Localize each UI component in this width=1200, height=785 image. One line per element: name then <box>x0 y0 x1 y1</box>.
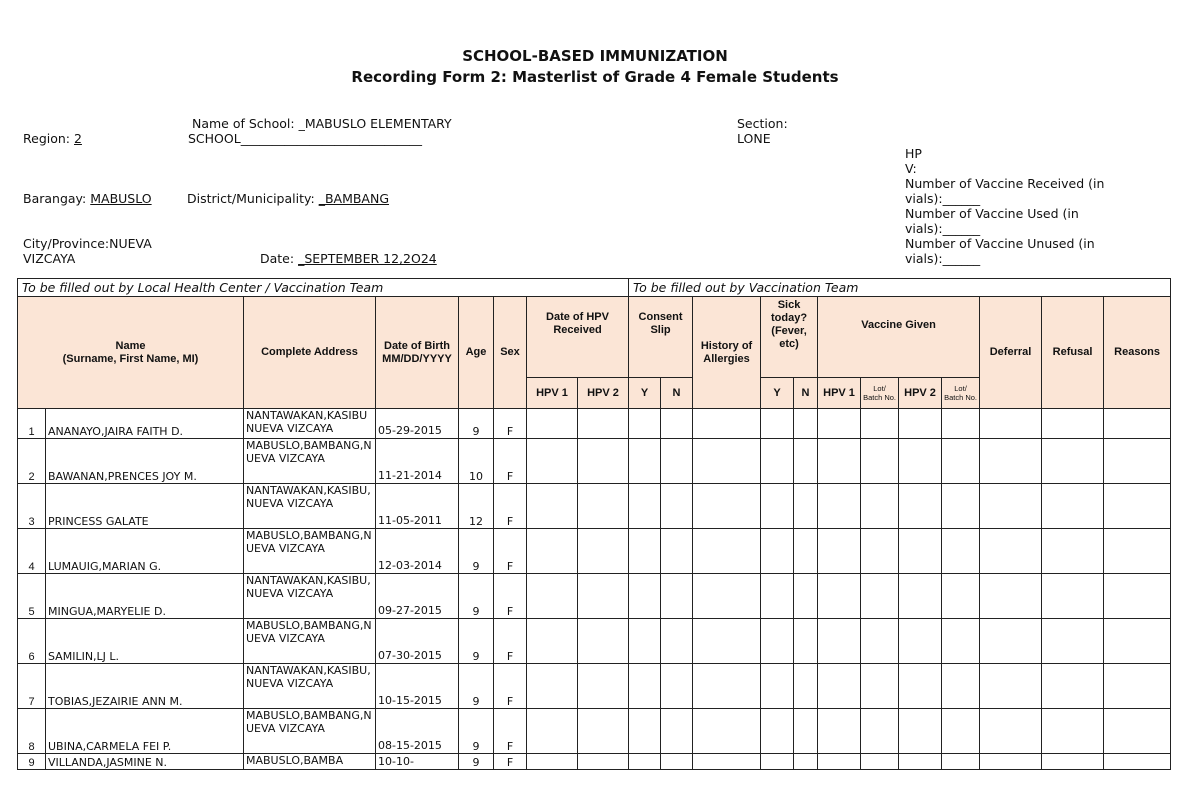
masterlist-table <box>17 278 1171 770</box>
hpv1-date-cell[interactable] <box>527 619 578 664</box>
reasons-cell[interactable] <box>1104 484 1171 529</box>
table-row <box>18 484 1171 529</box>
vaccine-used-line2: vials):______ <box>905 221 981 236</box>
vaccine-hpv1-cell[interactable] <box>818 529 861 574</box>
lot-batch-2-cell[interactable] <box>942 439 980 484</box>
row-number: 1 <box>18 409 46 439</box>
col-sex-header: Sex <box>494 297 527 409</box>
school-label: Name of School: <box>192 116 295 131</box>
deferral-cell[interactable] <box>980 664 1042 709</box>
hpv2-date-cell[interactable] <box>578 409 629 439</box>
student-age: 9 <box>459 619 494 664</box>
lot-batch-2-cell[interactable] <box>942 484 980 529</box>
row-number: 7 <box>18 664 46 709</box>
hpv1-date-cell[interactable] <box>527 484 578 529</box>
student-name: PRINCESS GALATE <box>46 484 244 529</box>
lot-batch-1-cell[interactable] <box>861 619 899 664</box>
table-row <box>18 754 1171 770</box>
student-name: LUMAUIG,MARIAN G. <box>46 529 244 574</box>
col-consent-header: Consent Slip <box>629 297 693 378</box>
col-dob-header <box>376 297 459 409</box>
consent-n-cell[interactable] <box>661 709 693 754</box>
student-sex: F <box>494 574 527 619</box>
allergies-cell[interactable] <box>693 664 761 709</box>
vaccine-hpv1-cell[interactable] <box>818 709 861 754</box>
consent-n-cell[interactable] <box>661 754 693 770</box>
deferral-cell[interactable] <box>980 409 1042 439</box>
vaccine-unused-line2: vials):______ <box>905 251 981 266</box>
region-value: 2 <box>74 131 82 146</box>
reasons-cell[interactable] <box>1104 709 1171 754</box>
refusal-cell[interactable] <box>1042 574 1104 619</box>
student-address: MABUSLO,BAMBANG,NUEVA VIZCAYA <box>244 709 376 754</box>
consent-y-cell[interactable] <box>629 439 661 484</box>
district-field <box>187 191 389 206</box>
row-number: 6 <box>18 619 46 664</box>
reasons-cell[interactable] <box>1104 529 1171 574</box>
region-label: Region: <box>23 131 71 146</box>
hpv1-date-cell[interactable] <box>527 754 578 770</box>
sub-sick-n: N <box>794 378 818 409</box>
hpv1-date-cell[interactable] <box>527 709 578 754</box>
student-address: NANTAWAKAN,KASIBU,NUEVA VIZCAYA <box>244 574 376 619</box>
student-age: 9 <box>459 529 494 574</box>
sick-n-cell[interactable] <box>794 709 818 754</box>
lot-batch-2-cell[interactable] <box>942 409 980 439</box>
col-vaccine-given-header: Vaccine Given <box>818 297 980 378</box>
vaccine-hpv1-cell[interactable] <box>818 664 861 709</box>
vaccine-hpv1-cell[interactable] <box>818 754 861 770</box>
consent-n-cell[interactable] <box>661 439 693 484</box>
student-age: 12 <box>459 484 494 529</box>
vaccine-hpv2-cell[interactable] <box>899 409 942 439</box>
form-title: SCHOOL-BASED IMMUNIZATION <box>462 47 728 65</box>
sick-n-cell[interactable] <box>794 619 818 664</box>
deferral-cell[interactable] <box>980 619 1042 664</box>
consent-n-cell[interactable] <box>661 664 693 709</box>
row-number: 4 <box>18 529 46 574</box>
student-sex: F <box>494 409 527 439</box>
deferral-cell[interactable] <box>980 439 1042 484</box>
sick-n-cell[interactable] <box>794 574 818 619</box>
row-number: 2 <box>18 439 46 484</box>
sick-y-cell[interactable] <box>761 574 794 619</box>
consent-n-cell[interactable] <box>661 574 693 619</box>
reasons-cell[interactable] <box>1104 409 1171 439</box>
student-dob: 09-27-2015 <box>376 574 459 619</box>
row-number: 8 <box>18 709 46 754</box>
vaccine-used-line1: Number of Vaccine Used (in <box>905 206 1079 221</box>
table-row <box>18 574 1171 619</box>
sick-n-cell[interactable] <box>794 439 818 484</box>
deferral-cell[interactable] <box>980 529 1042 574</box>
student-sex: F <box>494 619 527 664</box>
hpv2-date-cell[interactable] <box>578 484 629 529</box>
vaccine-hpv1-cell[interactable] <box>818 409 861 439</box>
sub-consent-y: Y <box>629 378 661 409</box>
sub-sick-y: Y <box>761 378 794 409</box>
col-dob-line1: Date of Birth <box>384 339 450 352</box>
student-name: ANANAYO,JAIRA FAITH D. <box>46 409 244 439</box>
table-body <box>18 409 1171 770</box>
student-address: NANTAWAKAN,KASIBU NUEVA VIZCAYA <box>244 409 376 439</box>
lot-batch-1-cell[interactable] <box>861 529 899 574</box>
consent-y-cell[interactable] <box>629 619 661 664</box>
refusal-cell[interactable] <box>1042 664 1104 709</box>
vaccine-hpv2-cell[interactable] <box>899 574 942 619</box>
sick-y-cell[interactable] <box>761 619 794 664</box>
student-age: 9 <box>459 409 494 439</box>
sick-y-cell[interactable] <box>761 439 794 484</box>
vaccine-hpv1-cell[interactable] <box>818 484 861 529</box>
student-address: MABUSLO,BAMBANG,NUEVA VIZCAYA <box>244 529 376 574</box>
allergies-cell[interactable] <box>693 409 761 439</box>
lot-batch-2-cell[interactable] <box>942 664 980 709</box>
student-dob: 07-30-2015 <box>376 619 459 664</box>
sub-consent-n: N <box>661 378 693 409</box>
vaccine-hpv2-cell[interactable] <box>899 529 942 574</box>
city-label-line1: City/Province:NUEVA <box>23 236 152 251</box>
lot-batch-1-cell[interactable] <box>861 409 899 439</box>
school-value-line1: _MABUSLO ELEMENTARY <box>298 116 452 131</box>
vaccine-unused-line1: Number of Vaccine Unused (in <box>905 236 1095 251</box>
vaccine-hpv2-cell[interactable] <box>899 754 942 770</box>
student-dob: 10-15-2015 <box>376 664 459 709</box>
sub-lot-batch-1: Lot/ Batch No. <box>861 378 899 409</box>
sick-y-cell[interactable] <box>761 484 794 529</box>
consent-y-cell[interactable] <box>629 484 661 529</box>
date-field <box>260 251 437 266</box>
student-age: 9 <box>459 574 494 619</box>
col-dob-line2: MM/DD/YYYY <box>382 352 452 365</box>
consent-n-cell[interactable] <box>661 409 693 439</box>
student-age: 10 <box>459 439 494 484</box>
student-dob: 11-05-2011 <box>376 484 459 529</box>
vaccine-hpv2-cell[interactable] <box>899 484 942 529</box>
refusal-cell[interactable] <box>1042 484 1104 529</box>
district-label: District/Municipality: <box>187 191 315 206</box>
section-right-header: To be filled out by Vaccination Team <box>629 279 1171 297</box>
vaccine-hpv1-cell[interactable] <box>818 439 861 484</box>
allergies-cell[interactable] <box>693 619 761 664</box>
lot-batch-1-cell[interactable] <box>861 664 899 709</box>
col-refusal-header: Refusal <box>1042 297 1104 409</box>
allergies-cell[interactable] <box>693 709 761 754</box>
hpv1-date-cell[interactable] <box>527 574 578 619</box>
sick-y-cell[interactable] <box>761 664 794 709</box>
sick-y-cell[interactable] <box>761 709 794 754</box>
barangay-value: MABUSLO <box>90 191 152 206</box>
consent-n-cell[interactable] <box>661 529 693 574</box>
col-name-line2: (Surname, First Name, MI) <box>62 352 199 365</box>
sick-y-cell[interactable] <box>761 409 794 439</box>
city-label-line2: VIZCAYA <box>23 251 76 266</box>
allergies-cell[interactable] <box>693 529 761 574</box>
student-dob: 05-29-2015 <box>376 409 459 439</box>
school-field <box>192 116 452 131</box>
lot-batch-2-cell[interactable] <box>942 529 980 574</box>
row-number: 5 <box>18 574 46 619</box>
vaccine-hpv1-cell[interactable] <box>818 619 861 664</box>
sub-hpv1-received: HPV 1 <box>527 378 578 409</box>
hpv-label-line1: HP <box>905 146 922 161</box>
section-value: LONE <box>737 131 771 146</box>
sick-n-cell[interactable] <box>794 664 818 709</box>
deferral-cell[interactable] <box>980 574 1042 619</box>
row-number: 9 <box>18 754 46 770</box>
lot-batch-1-cell[interactable] <box>861 574 899 619</box>
student-dob: 11-21-2014 <box>376 439 459 484</box>
student-sex: F <box>494 484 527 529</box>
deferral-cell[interactable] <box>980 484 1042 529</box>
form-subtitle: Recording Form 2: Masterlist of Grade 4 Female Students <box>351 68 839 86</box>
student-age: 9 <box>459 664 494 709</box>
sub-vaccine-hpv1: HPV 1 <box>818 378 861 409</box>
consent-y-cell[interactable] <box>629 709 661 754</box>
student-name: SAMILIN,LJ L. <box>46 619 244 664</box>
school-value-line2: SCHOOL_____________________________ <box>188 131 422 146</box>
reasons-cell[interactable] <box>1104 754 1171 770</box>
hpv1-date-cell[interactable] <box>527 664 578 709</box>
student-sex: F <box>494 664 527 709</box>
student-name: BAWANAN,PRENCES JOY M. <box>46 439 244 484</box>
table-row <box>18 529 1171 574</box>
sick-n-cell[interactable] <box>794 754 818 770</box>
col-deferral-header: Deferral <box>980 297 1042 409</box>
vaccine-received-line2: vials):______ <box>905 191 981 206</box>
hpv1-date-cell[interactable] <box>527 409 578 439</box>
student-sex: F <box>494 709 527 754</box>
consent-y-cell[interactable] <box>629 754 661 770</box>
student-sex: F <box>494 529 527 574</box>
consent-n-cell[interactable] <box>661 619 693 664</box>
col-age-header: Age <box>459 297 494 409</box>
consent-y-cell[interactable] <box>629 574 661 619</box>
col-hpv-received-header: Date of HPV Received <box>527 297 629 378</box>
hpv2-date-cell[interactable] <box>578 754 629 770</box>
district-value: _BAMBANG <box>318 191 390 206</box>
row-number: 3 <box>18 484 46 529</box>
student-dob: 10-10- <box>376 754 459 770</box>
barangay-field <box>23 191 152 206</box>
table-row <box>18 709 1171 754</box>
table-row <box>18 619 1171 664</box>
lot-batch-2-cell[interactable] <box>942 754 980 770</box>
reasons-cell[interactable] <box>1104 439 1171 484</box>
section-left-header: To be filled out by Local Health Center / Vaccination Team <box>18 279 629 297</box>
hpv1-date-cell[interactable] <box>527 529 578 574</box>
student-address: NANTAWAKAN,KASIBU,NUEVA VIZCAYA <box>244 484 376 529</box>
vaccine-hpv1-cell[interactable] <box>818 574 861 619</box>
student-sex: F <box>494 439 527 484</box>
region-field <box>23 131 82 146</box>
student-age: 9 <box>459 754 494 770</box>
allergies-cell[interactable] <box>693 439 761 484</box>
lot-batch-1-cell[interactable] <box>861 709 899 754</box>
refusal-cell[interactable] <box>1042 409 1104 439</box>
student-age: 9 <box>459 709 494 754</box>
barangay-label: Barangay: <box>23 191 87 206</box>
deferral-cell[interactable] <box>980 754 1042 770</box>
student-name: TOBIAS,JEZAIRIE ANN M. <box>46 664 244 709</box>
vaccine-hpv2-cell[interactable] <box>899 619 942 664</box>
sick-y-cell[interactable] <box>761 529 794 574</box>
student-dob: 12-03-2014 <box>376 529 459 574</box>
allergies-cell[interactable] <box>693 484 761 529</box>
hpv-label-line2: V: <box>905 161 917 176</box>
col-allergies-header: History of Allergies <box>693 297 761 409</box>
sick-y-cell[interactable] <box>761 754 794 770</box>
lot-batch-2-cell[interactable] <box>942 619 980 664</box>
vaccine-hpv2-cell[interactable] <box>899 439 942 484</box>
col-address-header: Complete Address <box>244 297 376 409</box>
consent-n-cell[interactable] <box>661 484 693 529</box>
refusal-cell[interactable] <box>1042 754 1104 770</box>
reasons-cell[interactable] <box>1104 574 1171 619</box>
sub-vaccine-hpv2: HPV 2 <box>899 378 942 409</box>
student-address: NANTAWAKAN,KASIBU,NUEVA VIZCAYA <box>244 664 376 709</box>
col-reasons-header: Reasons <box>1104 297 1171 409</box>
lot-batch-2-cell[interactable] <box>942 709 980 754</box>
vaccine-hpv2-cell[interactable] <box>899 664 942 709</box>
hpv2-date-cell[interactable] <box>578 439 629 484</box>
refusal-cell[interactable] <box>1042 439 1104 484</box>
date-label: Date: <box>260 251 295 266</box>
table-row <box>18 439 1171 484</box>
hpv2-date-cell[interactable] <box>578 574 629 619</box>
consent-y-cell[interactable] <box>629 529 661 574</box>
hpv2-date-cell[interactable] <box>578 664 629 709</box>
table-row <box>18 664 1171 709</box>
lot-batch-1-cell[interactable] <box>861 439 899 484</box>
sick-n-cell[interactable] <box>794 529 818 574</box>
student-address: MABUSLO,BAMBANG,NUEVA VIZCAYA <box>244 619 376 664</box>
student-sex: F <box>494 754 527 770</box>
reasons-cell[interactable] <box>1104 664 1171 709</box>
student-name: VILLANDA,JASMINE N. <box>46 754 244 770</box>
sub-lot-batch-2: Lot/ Batch No. <box>942 378 980 409</box>
student-address: MABUSLO,BAMBA <box>244 754 376 770</box>
col-name-header <box>18 297 244 409</box>
hpv2-date-cell[interactable] <box>578 529 629 574</box>
allergies-cell[interactable] <box>693 754 761 770</box>
reasons-cell[interactable] <box>1104 619 1171 664</box>
date-value: _SEPTEMBER 12,2O24 <box>298 251 437 266</box>
sub-hpv2-received: HPV 2 <box>578 378 629 409</box>
col-sick-header: Sick today? (Fever, etc) <box>761 297 818 378</box>
lot-batch-2-cell[interactable] <box>942 574 980 619</box>
vaccine-hpv2-cell[interactable] <box>899 709 942 754</box>
hpv2-date-cell[interactable] <box>578 619 629 664</box>
student-dob: 08-15-2015 <box>376 709 459 754</box>
refusal-cell[interactable] <box>1042 619 1104 664</box>
hpv2-date-cell[interactable] <box>578 709 629 754</box>
consent-y-cell[interactable] <box>629 409 661 439</box>
vaccine-received-line1: Number of Vaccine Received (in <box>905 176 1105 191</box>
deferral-cell[interactable] <box>980 709 1042 754</box>
section-label: Section: <box>737 116 788 131</box>
refusal-cell[interactable] <box>1042 709 1104 754</box>
sick-n-cell[interactable] <box>794 484 818 529</box>
table-row <box>18 409 1171 439</box>
consent-y-cell[interactable] <box>629 664 661 709</box>
refusal-cell[interactable] <box>1042 529 1104 574</box>
lot-batch-1-cell[interactable] <box>861 754 899 770</box>
allergies-cell[interactable] <box>693 574 761 619</box>
student-name: MINGUA,MARYELIE D. <box>46 574 244 619</box>
lot-batch-1-cell[interactable] <box>861 484 899 529</box>
hpv1-date-cell[interactable] <box>527 439 578 484</box>
student-address: MABUSLO,BAMBANG,NUEVA VIZCAYA <box>244 439 376 484</box>
sick-n-cell[interactable] <box>794 409 818 439</box>
student-name: UBINA,CARMELA FEI P. <box>46 709 244 754</box>
col-name-line1: Name <box>115 339 146 352</box>
